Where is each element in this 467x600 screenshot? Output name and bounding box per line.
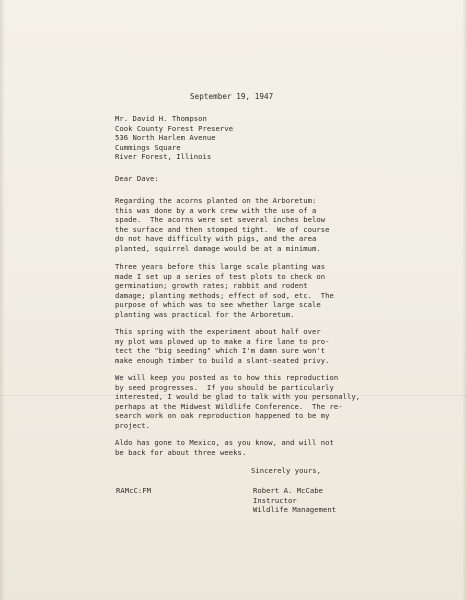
- body-line: perhaps at the Midwest Wildlife Conference. The re-: [115, 401, 343, 411]
- body-line: interested, I would be glad to talk with you personally,: [115, 392, 361, 401]
- body-line: damage; planting methods; effect of sod, etc. The: [115, 290, 334, 300]
- page-edge-right: [462, 0, 467, 600]
- body-line: search work on oak reproduction happened to be my: [115, 411, 330, 420]
- page-edge-left: [0, 0, 5, 600]
- body-line: Three years before this large scale planting was: [115, 262, 326, 271]
- recipient-line: Cummings Square: [115, 142, 181, 152]
- recipient-line: 536 North Harlem Avenue: [115, 133, 216, 142]
- body-line: my plot was plowed up to make a fire lane to pro-: [115, 336, 330, 346]
- body-line: germination; growth rates; rabbit and rodent: [115, 281, 308, 290]
- reference-initials: RAMcC:FM: [116, 486, 152, 495]
- body-line: planted, squirrel damage would be at a minimum.: [115, 243, 321, 253]
- salutation: Dear Dave:: [115, 174, 159, 183]
- body-line: planting was practical for the Arboretum.: [115, 309, 295, 319]
- body-line: tect the "big seeding" which I'm damn sure won't: [115, 346, 326, 355]
- body-line: make enough timber to build a slant-seated privy.: [115, 355, 330, 365]
- body-line: purpose of which was to see whether large scale: [115, 300, 321, 309]
- body-line: project.: [115, 420, 151, 430]
- signer-name: Robert A. McCabe: [253, 486, 324, 495]
- body-line: This spring with the experiment about half over: [115, 327, 321, 336]
- letter-date: September 19, 1947: [190, 92, 274, 101]
- closing: Sincerely yours,: [251, 466, 322, 475]
- signer-department: Wildlife Management: [253, 505, 337, 514]
- body-line: Regarding the acorns planted on the Arboretum:: [115, 196, 317, 205]
- body-line: be back for about three weeks.: [115, 447, 247, 457]
- body-line: made I set up a series of test plots to check on: [115, 271, 326, 281]
- body-line: the surface and then stomped tight. We of course: [115, 224, 330, 234]
- recipient-line: River Forest, Illinois: [115, 152, 212, 161]
- body-line: Aldo has gone to Mexico, as you know, and will not: [115, 438, 334, 447]
- body-line: this was done by a work crew with the use of a: [115, 205, 317, 215]
- body-line: We will keep you posted as to how this reproduction: [115, 373, 339, 382]
- body-line: do not have difficulty with pigs, and the area: [115, 234, 317, 243]
- recipient-line: Mr. David H. Thompson: [115, 114, 207, 123]
- recipient-line: Cook County Forest Preserve: [115, 123, 234, 133]
- body-line: by seed progresses. If you should be particularly: [115, 382, 334, 392]
- signer-title: Instructor: [253, 495, 297, 505]
- body-line: spade. The acorns were set several inches below: [115, 215, 326, 224]
